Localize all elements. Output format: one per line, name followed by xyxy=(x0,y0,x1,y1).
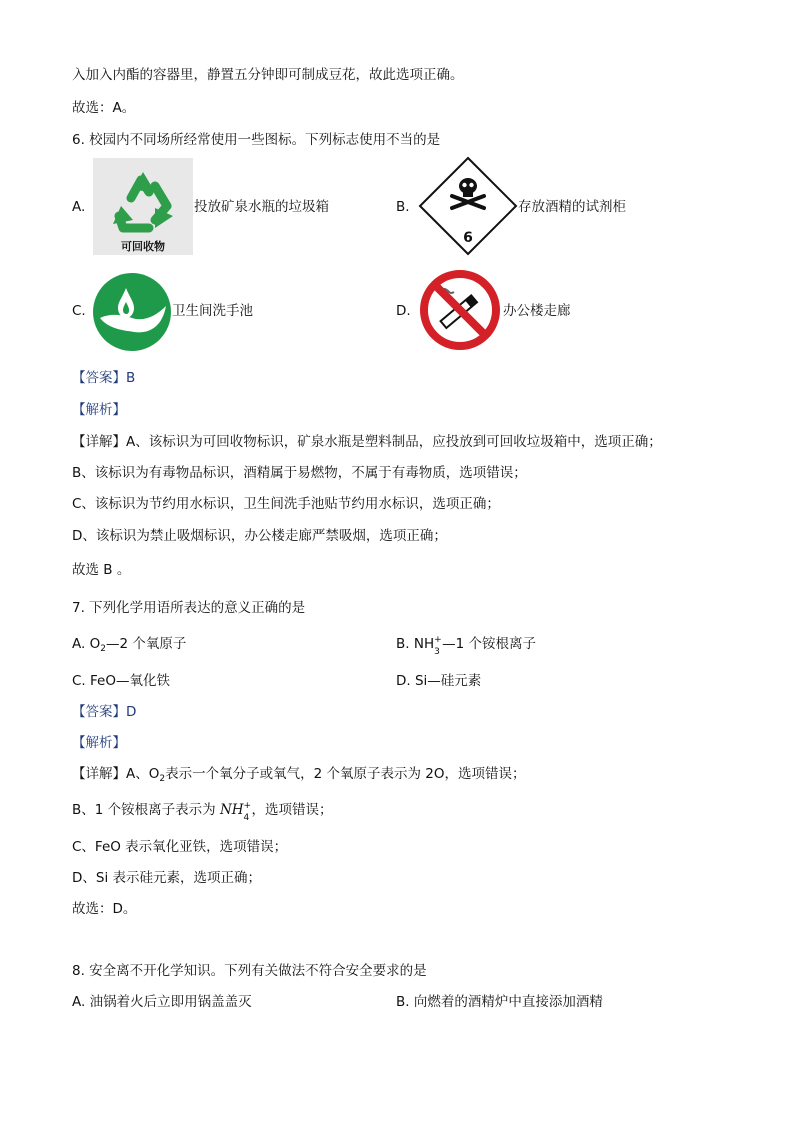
explanation-line: B、该标识为有毒物品标识，酒精属于易燃物，不属于有毒物质，选项错误； xyxy=(72,465,527,481)
option-b: B. NH + 3 —1 个铵根离子 xyxy=(396,635,536,657)
option-letter: D. xyxy=(396,303,411,319)
explanation-line: D、Si 表示硅元素，选项正确； xyxy=(72,870,262,886)
water-saving-icon xyxy=(92,272,172,352)
explanation-line: 【详解】A、$O_2$表示一个氧分子或氧气，2 个氧原子表示为 2O，选项错误； xyxy=(72,766,526,784)
no-smoking-icon xyxy=(418,268,502,352)
explanation-line: C、该标识为节约用水标识，卫生间洗手池贴节约用水标识，选项正确； xyxy=(72,496,500,512)
question-7: 7. 下列化学用语所表达的意义正确的是 xyxy=(72,600,306,616)
explanation-line: D、该标识为禁止吸烟标识，办公楼走廊严禁吸烟，选项正确； xyxy=(72,528,447,544)
toxic-hazard-icon xyxy=(418,156,518,256)
final-choice: 故选：D。 xyxy=(72,901,137,917)
text-line: 入加入内酯的容器里，静置五分钟即可制成豆花，故此选项正确。 xyxy=(72,67,464,83)
answer-label: 【答案】D xyxy=(72,704,137,720)
hazard-class-number: 6 xyxy=(463,230,473,246)
explanation-line: B、1 个铵根离子表示为 NH + 4 ，选项错误； xyxy=(72,801,333,823)
recycle-icon xyxy=(93,158,193,255)
analysis-label: 【解析】 xyxy=(72,402,126,418)
question-8: 8. 安全离不开化学知识。下列有关做法不符合安全要求的是 xyxy=(72,963,427,979)
recycle-caption: 可回收物 xyxy=(121,240,165,253)
explanation-line: C、FeO 表示氧化亚铁，选项错误； xyxy=(72,839,288,855)
question-6: 6. 校园内不同场所经常使用一些图标。下列标志使用不当的是 xyxy=(72,132,441,148)
option-text: 投放矿泉水瓶的垃圾箱 xyxy=(194,199,329,215)
option-b: B. 向燃着的酒精炉中直接添加酒精 xyxy=(396,994,603,1010)
explanation-line: 【详解】A、该标识为可回收物标识，矿泉水瓶是塑料制品，应投放到可回收垃圾箱中，选项正确； xyxy=(72,434,662,450)
text-line: 故选：A。 xyxy=(72,100,136,116)
option-text: 卫生间洗手池 xyxy=(172,303,253,319)
final-choice: 故选 B 。 xyxy=(72,562,131,578)
option-a: A. $O_2—2$ 个氧原子 xyxy=(72,636,187,654)
option-c: C. FeO—氧化铁 xyxy=(72,673,170,689)
option-text: 办公楼走廊 xyxy=(503,303,571,319)
option-letter: A. xyxy=(72,199,86,215)
analysis-label: 【解析】 xyxy=(72,735,126,751)
option-a: A. 油锅着火后立即用锅盖盖灭 xyxy=(72,994,252,1010)
option-letter: C. xyxy=(72,303,86,319)
option-letter: B. xyxy=(396,199,410,215)
option-text: 存放酒精的试剂柜 xyxy=(518,199,626,215)
option-d: D. Si—硅元素 xyxy=(396,673,482,689)
answer-label: 【答案】B xyxy=(72,370,136,386)
